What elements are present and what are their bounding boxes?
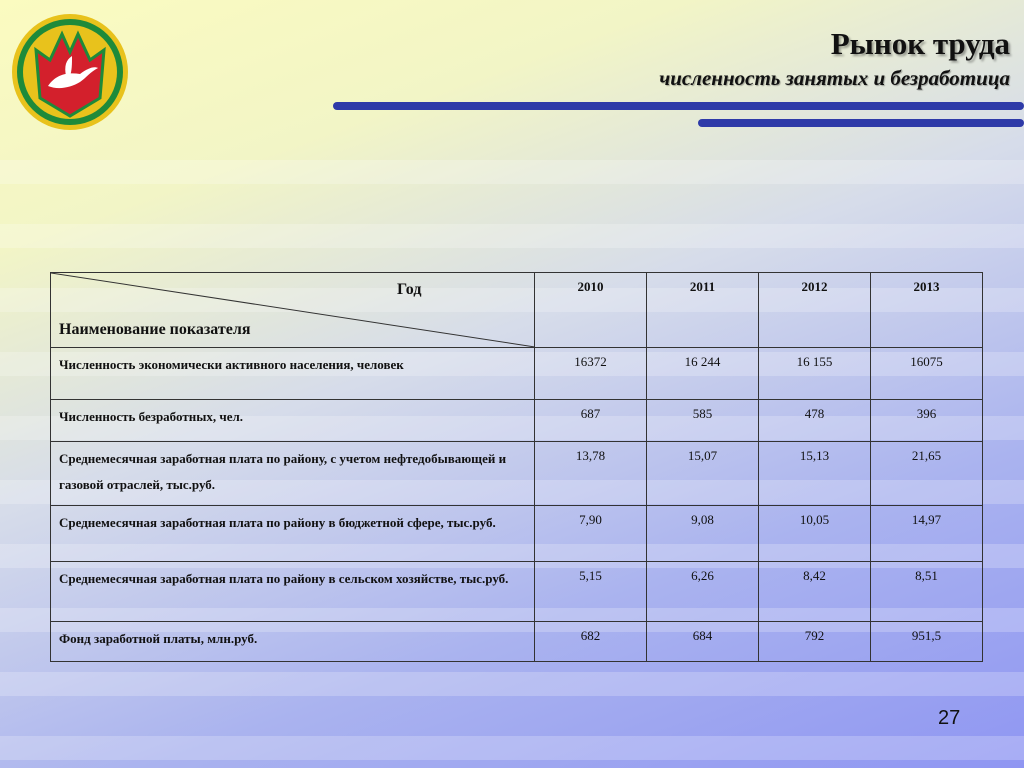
- table-cell: 21,65: [871, 442, 983, 506]
- table-cell: 585: [647, 400, 759, 442]
- table-cell: 478: [759, 400, 871, 442]
- table-cell: 15,07: [647, 442, 759, 506]
- indicator-name: Численность безработных, чел.: [51, 400, 535, 442]
- table-cell: 10,05: [759, 506, 871, 562]
- decorative-bar: [333, 102, 1024, 110]
- indicator-name: Среднемесячная заработная плата по району в бюджетной сфере, тыс.руб.: [51, 506, 535, 562]
- page-number: 27: [938, 707, 961, 729]
- table-cell: 684: [647, 622, 759, 662]
- year-header-label: Год: [397, 281, 422, 298]
- year-header: 2010: [535, 273, 647, 348]
- page-subtitle: численность занятых и безработица: [659, 66, 1010, 90]
- table-row: [51, 442, 983, 506]
- table-cell: 15,13: [759, 442, 871, 506]
- table-cell: 14,97: [871, 506, 983, 562]
- table-cell: 8,42: [759, 562, 871, 622]
- indicator-header-label: Наименование показателя: [59, 321, 251, 338]
- background-stripe: [0, 736, 1024, 760]
- table-cell: 9,08: [647, 506, 759, 562]
- table-cell: 7,90: [535, 506, 647, 562]
- indicator-name: Фонд заработной платы, млн.руб.: [51, 622, 535, 662]
- background-stripe: [0, 160, 1024, 184]
- table-cell: 396: [871, 400, 983, 442]
- indicator-name: Среднемесячная заработная плата по району, с учетом нефтедобывающей и газовой отраслей, тыс.руб.: [51, 442, 535, 506]
- table-cell: 687: [535, 400, 647, 442]
- table-row: [51, 562, 983, 622]
- indicator-name: Среднемесячная заработная плата по району в сельском хозяйстве, тыс.руб.: [51, 562, 535, 622]
- table-header-row: [51, 273, 983, 348]
- table-cell: 682: [535, 622, 647, 662]
- table-cell: 5,15: [535, 562, 647, 622]
- background-stripe: [0, 672, 1024, 696]
- background-stripe: [0, 224, 1024, 248]
- table-corner-header: [51, 273, 535, 348]
- district-emblem-icon: [10, 12, 130, 132]
- table-cell: 6,26: [647, 562, 759, 622]
- year-header: 2012: [759, 273, 871, 348]
- table-cell: 16075: [871, 348, 983, 400]
- table-cell: 792: [759, 622, 871, 662]
- table-cell: 13,78: [535, 442, 647, 506]
- header: [659, 26, 1010, 91]
- year-header: 2013: [871, 273, 983, 348]
- indicator-name: Численность экономически активного населения, человек: [51, 348, 535, 400]
- table-row: [51, 506, 983, 562]
- table-cell: 16 155: [759, 348, 871, 400]
- table-cell: 16372: [535, 348, 647, 400]
- year-header: 2011: [647, 273, 759, 348]
- decorative-bar: [698, 119, 1024, 127]
- data-table: [50, 272, 982, 662]
- table-row: [51, 622, 983, 662]
- table-cell: 951,5: [871, 622, 983, 662]
- table-row: [51, 348, 983, 400]
- table-row: [51, 400, 983, 442]
- table-cell: 8,51: [871, 562, 983, 622]
- table-cell: 16 244: [647, 348, 759, 400]
- page-title: Рынок труда: [830, 26, 1010, 61]
